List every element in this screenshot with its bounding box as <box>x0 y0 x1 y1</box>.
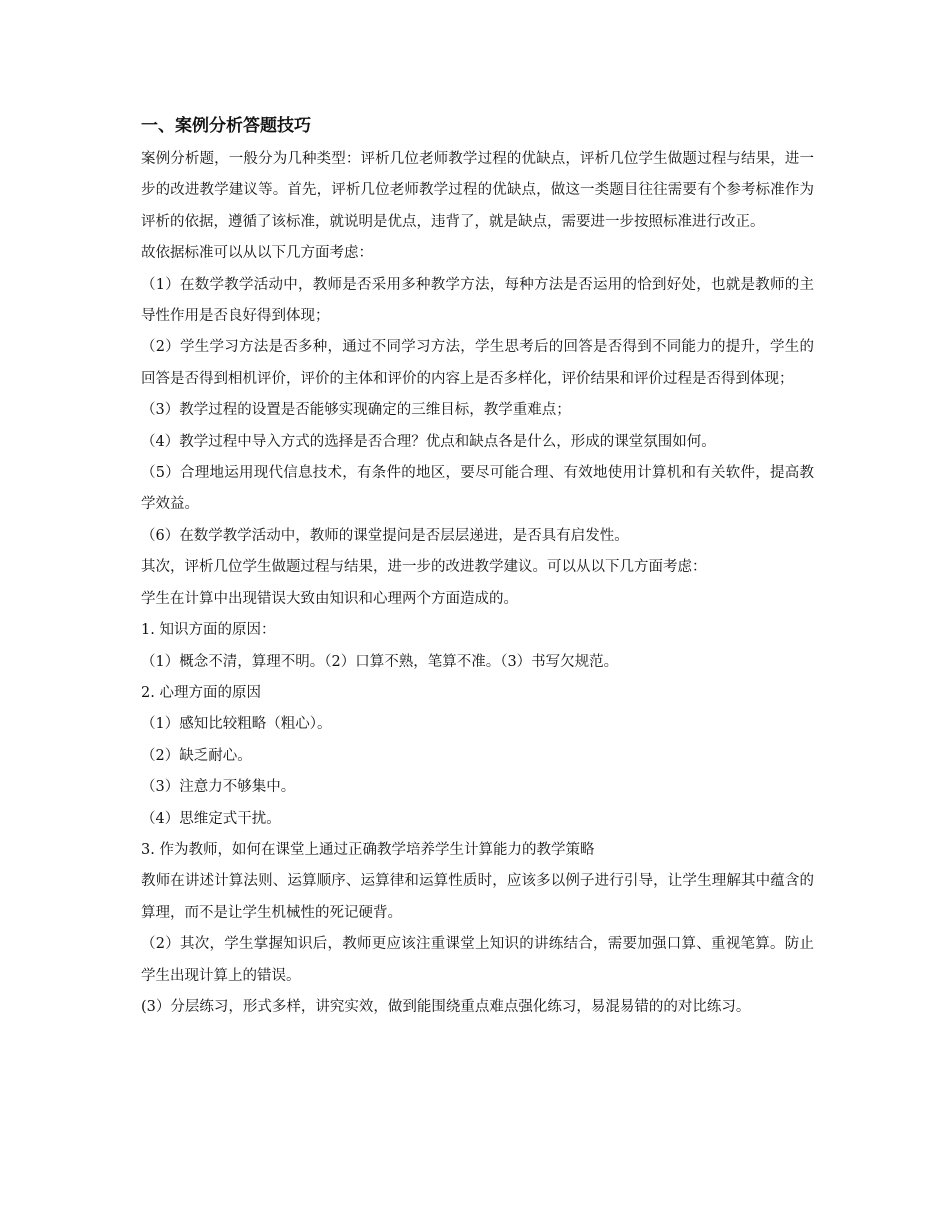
intro-paragraph: 案例分析题，一般分为几种类型：评析几位老师教学过程的优缺点，评析几位学生做题过程与结果，进一步的改进教学建议等。首先，评析几位老师教学过程的优缺点，做这一类题目往往需要有个参考标准作为评析的依据，遵循了该标准，就说明是优点，违背了，就是缺点，需要进一步按照标准进行改正。 <box>141 151 814 230</box>
psychology-causes-heading: 2. 心理方面的原因 <box>141 684 261 701</box>
criteria-item-2: （2）学生学习方法是否多种，通过不同学习方法，学生思考后的回答是否得到不同能力的提升，学生的回答是否得到相机评价，评价的主体和评价的内容上是否多样化，评价结果和评价过程是否得到体现； <box>141 339 814 387</box>
criteria-intro: 故依据标准可以从以下几方面考虑： <box>141 245 373 262</box>
psychology-cause-4: （4）思维定式干扰。 <box>141 810 281 827</box>
student-analysis-intro: 其次，评析几位学生做题过程与结果，进一步的改进教学建议。可以从以下几方面考虑： <box>141 559 707 576</box>
error-causes-paragraph: 学生在计算中出现错误大致由知识和心理两个方面造成的。 <box>141 590 518 607</box>
knowledge-causes-heading: 1. 知识方面的原因： <box>141 622 276 639</box>
teaching-strategy-item-2: （2）其次，学生掌握知识后，教师更应该注重课堂上知识的讲练结合，需要加强口算、重视笔算。防止学生出现计算上的错误。 <box>141 936 814 984</box>
teaching-strategy-heading: 3. 作为教师，如何在课堂上通过正确教学培养学生计算能力的教学策略 <box>141 841 595 858</box>
psychology-cause-1: （1）感知比较粗略（粗心）。 <box>141 716 332 733</box>
criteria-item-4: （4）教学过程中导入方式的选择是否合理？优点和缺点各是什么，形成的课堂氛围如何。 <box>141 433 716 450</box>
criteria-item-5: （5）合理地运用现代信息技术，有条件的地区，要尽可能合理、有效地使用计算机和有关软件，提高教学效益。 <box>141 465 814 513</box>
criteria-item-1: （1）在数学教学活动中，教师是否采用多种教学方法，每种方法是否运用的恰到好处，也就是教师的主导性作用是否良好得到体现； <box>141 276 814 325</box>
psychology-cause-3: （3）注意力不够集中。 <box>141 779 296 796</box>
section-title: 一、案例分析答题技巧 <box>141 116 311 136</box>
criteria-item-3: （3）教学过程的设置是否能够实现确定的三维目标，教学重难点； <box>141 402 571 419</box>
teaching-strategy-paragraph: 教师在讲述计算法则、运算顺序、运算律和运算性质时，应该多以例子进行引导，让学生理解其中蕴含的算理，而不是让学生机械性的死记硬背。 <box>141 873 814 921</box>
psychology-cause-2: （2）缺乏耐心。 <box>141 747 252 764</box>
criteria-item-6: （6）在数学教学活动中，教师的课堂提问是否层层递进，是否具有启发性。 <box>141 527 629 544</box>
teaching-strategy-item-3: (3）分层练习，形式多样，讲究实效，做到能围绕重点难点强化练习，易混易错的的对比练习。 <box>141 998 751 1015</box>
knowledge-causes-list: （1）概念不清，算理不明。（2）口算不熟，笔算不准。（3）书写欠规范。 <box>141 653 619 670</box>
